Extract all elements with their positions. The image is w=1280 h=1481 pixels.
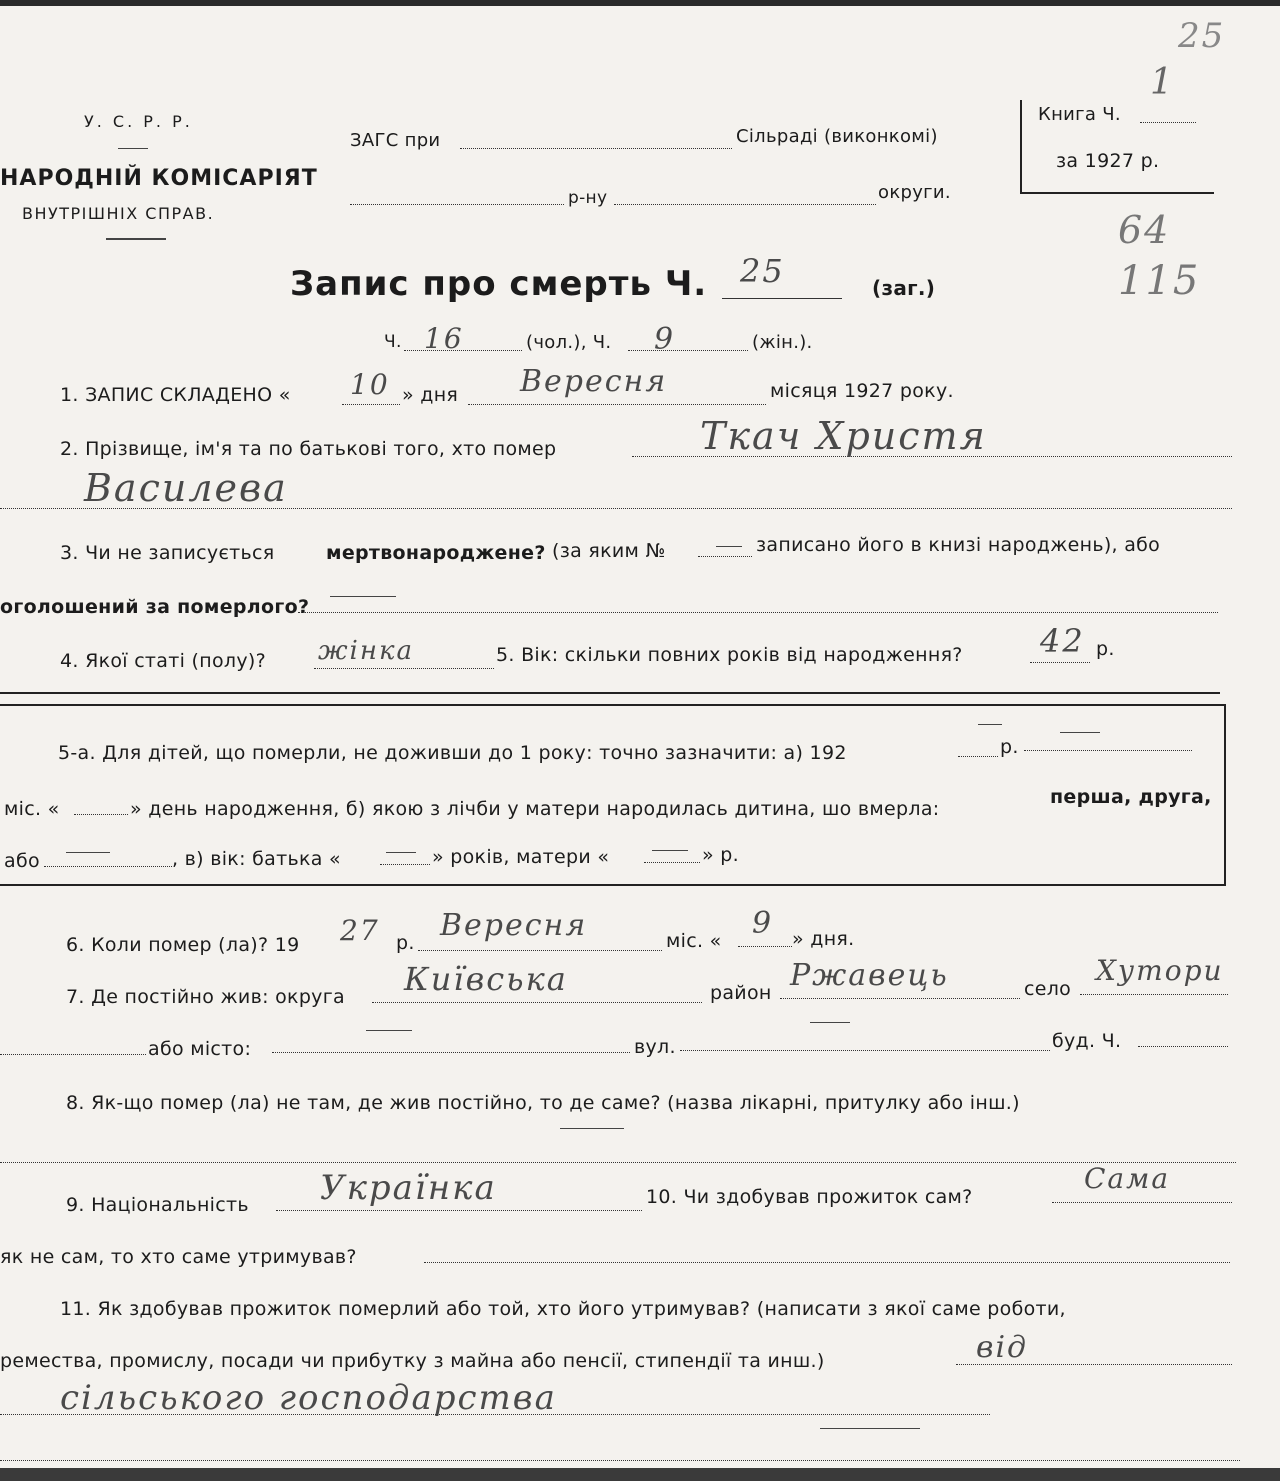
field7-bud-label: буд. Ч. <box>1052 1030 1122 1052</box>
field2-value-line1: Ткач Христя <box>700 414 987 458</box>
field5-unit: р. <box>1096 638 1115 660</box>
field10-value: Сама <box>1084 1162 1171 1195</box>
female-number-field[interactable] <box>628 350 748 351</box>
title-suffix: (заг.) <box>872 276 936 300</box>
district-label: р-ну <box>568 188 608 208</box>
field6-r: р. <box>396 932 415 954</box>
field5-value: 42 <box>1040 622 1085 660</box>
field10-line2: як не сам, то хто саме утримував? <box>0 1246 357 1268</box>
f5a-line3-mid2: » років, матери « <box>432 846 610 868</box>
field2-value-line2: Василева <box>84 466 288 510</box>
f5a-dash <box>386 852 416 853</box>
field7-misto-prefix-field[interactable] <box>0 1054 146 1055</box>
ministry-subtitle: ВНУТРІШНІХ СПРАВ. <box>22 204 215 223</box>
f5a-line3-start: або <box>4 850 40 872</box>
field7-bud-field[interactable] <box>1138 1046 1228 1047</box>
field2-label: 2. Прізвище, ім'я та по батькові того, хто помер <box>60 438 557 460</box>
field7-selo-field[interactable] <box>1080 994 1228 995</box>
f5a-dash <box>978 724 1002 725</box>
f5a-line2-start: міс. « <box>4 798 60 820</box>
field3-bold: мертвонароджене? <box>326 542 546 564</box>
margin-note: 1 <box>1150 62 1175 103</box>
book-number-field[interactable] <box>1140 122 1196 123</box>
field7-dash <box>366 1030 412 1031</box>
field9-label: 9. Національність <box>66 1194 249 1216</box>
field6-year: 27 <box>340 914 380 947</box>
f5a-line1-field[interactable] <box>1024 750 1192 751</box>
divider <box>118 148 148 149</box>
field11-value-a: від <box>976 1330 1029 1365</box>
section-rule <box>0 692 1220 694</box>
field7-vul-field[interactable] <box>680 1050 1050 1051</box>
field11-value-b: сільського господарства <box>60 1378 557 1418</box>
field7-rayon: Ржавець <box>790 958 949 993</box>
f5a-line2-mid: » день народження, б) якою з лічби у матери народилась дитина, шо вмерла: <box>130 798 940 820</box>
margin-note: 115 <box>1118 258 1201 304</box>
male-prefix: Ч. <box>384 332 402 352</box>
field6-day-field[interactable] <box>738 946 792 947</box>
f5a-order-field[interactable] <box>44 866 172 867</box>
male-label: (чол.), Ч. <box>526 332 612 353</box>
f5a-year-field[interactable] <box>958 756 998 757</box>
f5a-month-field[interactable] <box>74 814 128 815</box>
field6-end: » дня. <box>792 928 855 950</box>
ministry-name: НАРОДНІЙ КОМІСАРІЯТ <box>0 166 318 191</box>
field7-label: 7. Де постійно жив: округа <box>66 986 345 1008</box>
f5a-father-age-field[interactable] <box>380 864 430 865</box>
field6-month-field[interactable] <box>418 950 662 951</box>
field7-selo-label: село <box>1024 978 1072 1000</box>
f5a-dash <box>1060 732 1100 733</box>
field3-number-field[interactable] <box>698 556 752 557</box>
field7-okruga: Київська <box>404 960 568 998</box>
book-year: за 1927 р. <box>1056 150 1160 172</box>
f5a-mother-age-field[interactable] <box>644 862 700 863</box>
field6-day: 9 <box>752 906 774 941</box>
f5a-dash <box>652 850 688 851</box>
field3-dash2 <box>330 596 396 597</box>
field1-end: місяця 1927 року. <box>770 380 954 402</box>
field1-month-value: Вересня <box>520 364 668 399</box>
female-number-value: 9 <box>654 322 676 357</box>
field9-value: Українка <box>320 1168 497 1208</box>
field6-mis: міс. « <box>666 930 722 952</box>
field3-label: 3. Чи не записується <box>60 542 275 564</box>
field9-field[interactable] <box>276 1210 642 1211</box>
field7-vul-label: вул. <box>634 1036 676 1058</box>
field6-label: 6. Коли помер (ла)? 19 <box>66 934 300 956</box>
field7-okruga-field[interactable] <box>372 1002 702 1003</box>
scan-top-edge <box>0 0 1280 6</box>
district-field[interactable] <box>350 204 564 205</box>
field3-rest: (за яким № <box>552 540 666 562</box>
field8-field[interactable] <box>0 1162 1236 1163</box>
field1-day-field[interactable] <box>342 404 400 405</box>
field4-value: жінка <box>318 636 415 666</box>
republic-label: У. С. Р. Р. <box>84 112 193 131</box>
field10-line2-field[interactable] <box>424 1262 1230 1263</box>
divider <box>106 238 166 240</box>
zags-field[interactable] <box>460 148 732 149</box>
field8-dash <box>560 1128 624 1129</box>
field4-label: 4. Якої статі (полу)? <box>60 650 266 672</box>
field7-rayon-field[interactable] <box>780 998 1020 999</box>
field7-rayon-label: район <box>710 982 772 1004</box>
f5a-line3-end: » р. <box>702 844 739 866</box>
f5a-line1-end: р. <box>1000 736 1019 758</box>
okrug-field[interactable] <box>614 204 876 205</box>
field3-line2: оголошений за померлого? <box>0 596 310 618</box>
f5a-dash <box>66 852 110 853</box>
margin-note: 25 <box>1178 16 1226 56</box>
field4-field[interactable] <box>314 668 494 669</box>
field11-field-line2[interactable] <box>0 1414 990 1415</box>
female-label: (жін.). <box>752 332 813 353</box>
book-label: Книга Ч. <box>1038 104 1121 125</box>
male-number-value: 16 <box>424 322 464 355</box>
field1-month-field[interactable] <box>468 404 766 405</box>
field1-day-value: 10 <box>350 368 390 401</box>
okrug-label: округи. <box>878 182 951 203</box>
field1-mid: » дня <box>402 384 459 406</box>
f5a-line1: 5-а. Для дітей, що померли, не доживши до 1 року: точно зазначити: а) 192 <box>58 742 847 764</box>
field8-label: 8. Як-що помер (ла) не там, де жив постійно, то де саме? (назва лікарні, притулку або інш.) <box>66 1092 1020 1114</box>
field7-dash <box>810 1022 850 1023</box>
field11-label: 11. Як здобував прожиток померлий або той, хто його утримував? (написати з якої саме роботи, <box>60 1298 1066 1320</box>
field7-misto-label: або місто: <box>148 1038 252 1060</box>
field1-label: 1. ЗАПИС СКЛАДЕНО « <box>60 384 291 406</box>
field5-label: 5. Вік: скільки повних років від народження? <box>496 644 963 666</box>
field11-field-line3[interactable] <box>0 1460 1240 1461</box>
zags-suffix: Сільраді (виконкомі) <box>736 126 938 147</box>
scan-bottom-edge <box>0 1468 1280 1481</box>
record-number-field[interactable] <box>722 298 842 299</box>
record-number-value: 25 <box>740 252 785 290</box>
field7-misto-field[interactable] <box>272 1052 630 1053</box>
field6-month: Вересня <box>440 908 588 943</box>
field11-line2: ремества, промислу, посади чи прибутку з майна або пенсії, стипендії та инш.) <box>0 1350 825 1372</box>
field3-rest2: записано його в книзі народжень), або <box>756 534 1161 556</box>
field3-dash <box>716 546 742 547</box>
field3-field-line2[interactable] <box>298 612 1218 613</box>
f5a-line2-bold: перша, друга, <box>1050 786 1212 808</box>
field11-field[interactable] <box>956 1364 1232 1365</box>
field11-dash <box>820 1428 920 1429</box>
form-title: Запис про смерть Ч. <box>290 264 708 304</box>
field10-label: 10. Чи здобував прожиток сам? <box>646 1186 973 1208</box>
field7-selo: Хутори <box>1096 954 1224 987</box>
f5a-line3-mid: , в) вік: батька « <box>172 848 341 870</box>
margin-note: 64 <box>1118 208 1171 252</box>
field10-field[interactable] <box>1052 1202 1232 1203</box>
zags-label: ЗАГС при <box>350 130 441 151</box>
field5-field[interactable] <box>1030 662 1090 663</box>
